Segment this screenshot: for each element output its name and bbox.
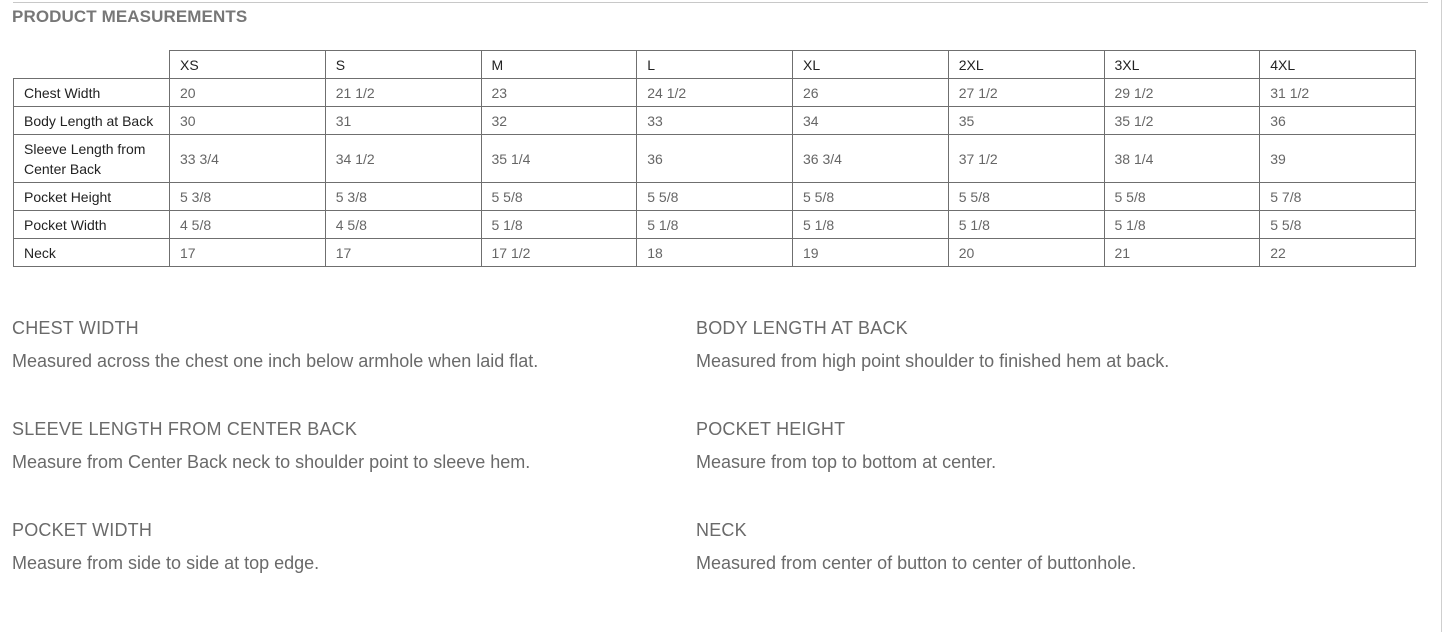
table-cell: 17 1/2	[481, 239, 637, 267]
table-cell: 5 1/8	[481, 211, 637, 239]
table-cell: 26	[793, 79, 949, 107]
definition-title: CHEST WIDTH	[12, 318, 139, 338]
row-label: Sleeve Length from Center Back	[14, 135, 170, 183]
table-cell: 17	[325, 239, 481, 267]
table-row	[14, 183, 1416, 211]
table-cell: 30	[170, 107, 326, 135]
table-cell: 5 5/8	[637, 183, 793, 211]
size-header-m: M	[481, 51, 637, 79]
definition-text: Measured from high point shoulder to finished hem at back.	[696, 351, 1170, 371]
table-cell: 33	[637, 107, 793, 135]
definition-title: POCKET HEIGHT	[696, 419, 846, 439]
size-header-l: L	[637, 51, 793, 79]
definition-pocket-height	[696, 419, 1396, 480]
table-cell: 35 1/4	[481, 135, 637, 183]
definition-neck	[696, 520, 1396, 581]
table-cell: 35	[948, 107, 1104, 135]
table-cell: 35 1/2	[1104, 107, 1260, 135]
row-label: Pocket Width	[14, 211, 170, 239]
table-cell: 5 5/8	[481, 183, 637, 211]
size-header-4xl: 4XL	[1260, 51, 1416, 79]
table-row	[14, 239, 1416, 267]
definition-title: SLEEVE LENGTH FROM CENTER BACK	[12, 419, 358, 439]
row-label: Chest Width	[14, 79, 170, 107]
table-cell: 17	[170, 239, 326, 267]
definition-title: NECK	[696, 520, 747, 540]
table-cell: 22	[1260, 239, 1416, 267]
table-cell: 5 1/8	[793, 211, 949, 239]
table-cell: 36	[1260, 107, 1416, 135]
table-cell: 5 5/8	[1104, 183, 1260, 211]
definition-text: Measured from center of button to center of buttonhole.	[696, 553, 1137, 573]
section-title: PRODUCT MEASUREMENTS	[12, 7, 248, 26]
measurements-table	[13, 50, 1416, 267]
table-cell: 36	[637, 135, 793, 183]
measurement-definitions	[12, 318, 1412, 581]
table-cell: 5 1/8	[948, 211, 1104, 239]
table-cell: 5 7/8	[1260, 183, 1416, 211]
size-header-xs: XS	[170, 51, 326, 79]
table-row	[14, 135, 1416, 183]
definition-pocket-width	[12, 520, 696, 581]
size-header-3xl: 3XL	[1104, 51, 1260, 79]
table-cell: 21 1/2	[325, 79, 481, 107]
table-cell: 5 5/8	[793, 183, 949, 211]
definition-body-length	[696, 318, 1396, 379]
table-cell: 19	[793, 239, 949, 267]
row-label: Pocket Height	[14, 183, 170, 211]
table-corner-cell	[14, 51, 170, 79]
definition-text: Measure from Center Back neck to shoulder point to sleeve hem.	[12, 452, 531, 472]
table-cell: 5 1/8	[637, 211, 793, 239]
table-cell: 29 1/2	[1104, 79, 1260, 107]
table-cell: 23	[481, 79, 637, 107]
right-divider	[1441, 0, 1442, 632]
table-row	[14, 211, 1416, 239]
definition-title: POCKET WIDTH	[12, 520, 153, 540]
definition-text: Measure from top to bottom at center.	[696, 452, 997, 472]
table-cell: 37 1/2	[948, 135, 1104, 183]
table-cell: 38 1/4	[1104, 135, 1260, 183]
row-label: Body Length at Back	[14, 107, 170, 135]
definition-chest-width	[12, 318, 696, 379]
row-label: Neck	[14, 239, 170, 267]
table-cell: 4 5/8	[170, 211, 326, 239]
table-cell: 21	[1104, 239, 1260, 267]
table-cell: 36 3/4	[793, 135, 949, 183]
definition-text: Measure from side to side at top edge.	[12, 553, 320, 573]
size-header-s: S	[325, 51, 481, 79]
table-cell: 39	[1260, 135, 1416, 183]
table-row	[14, 107, 1416, 135]
table-cell: 5 5/8	[948, 183, 1104, 211]
table-cell: 18	[637, 239, 793, 267]
table-cell: 34 1/2	[325, 135, 481, 183]
table-cell: 5 1/8	[1104, 211, 1260, 239]
table-cell: 5 3/8	[325, 183, 481, 211]
table-cell: 4 5/8	[325, 211, 481, 239]
table-cell: 5 3/8	[170, 183, 326, 211]
table-row	[14, 79, 1416, 107]
table-cell: 5 5/8	[1260, 211, 1416, 239]
table-cell: 24 1/2	[637, 79, 793, 107]
table-cell: 20	[948, 239, 1104, 267]
definition-sleeve-length	[12, 419, 696, 480]
table-cell: 20	[170, 79, 326, 107]
table-cell: 34	[793, 107, 949, 135]
table-cell: 32	[481, 107, 637, 135]
table-cell: 31 1/2	[1260, 79, 1416, 107]
table-cell: 33 3/4	[170, 135, 326, 183]
table-header-row	[14, 51, 1416, 79]
size-header-xl: XL	[793, 51, 949, 79]
size-header-2xl: 2XL	[948, 51, 1104, 79]
top-divider	[13, 2, 1428, 3]
table-cell: 27 1/2	[948, 79, 1104, 107]
definition-text: Measured across the chest one inch below armhole when laid flat.	[12, 351, 539, 371]
table-cell: 31	[325, 107, 481, 135]
definition-title: BODY LENGTH AT BACK	[696, 318, 908, 338]
